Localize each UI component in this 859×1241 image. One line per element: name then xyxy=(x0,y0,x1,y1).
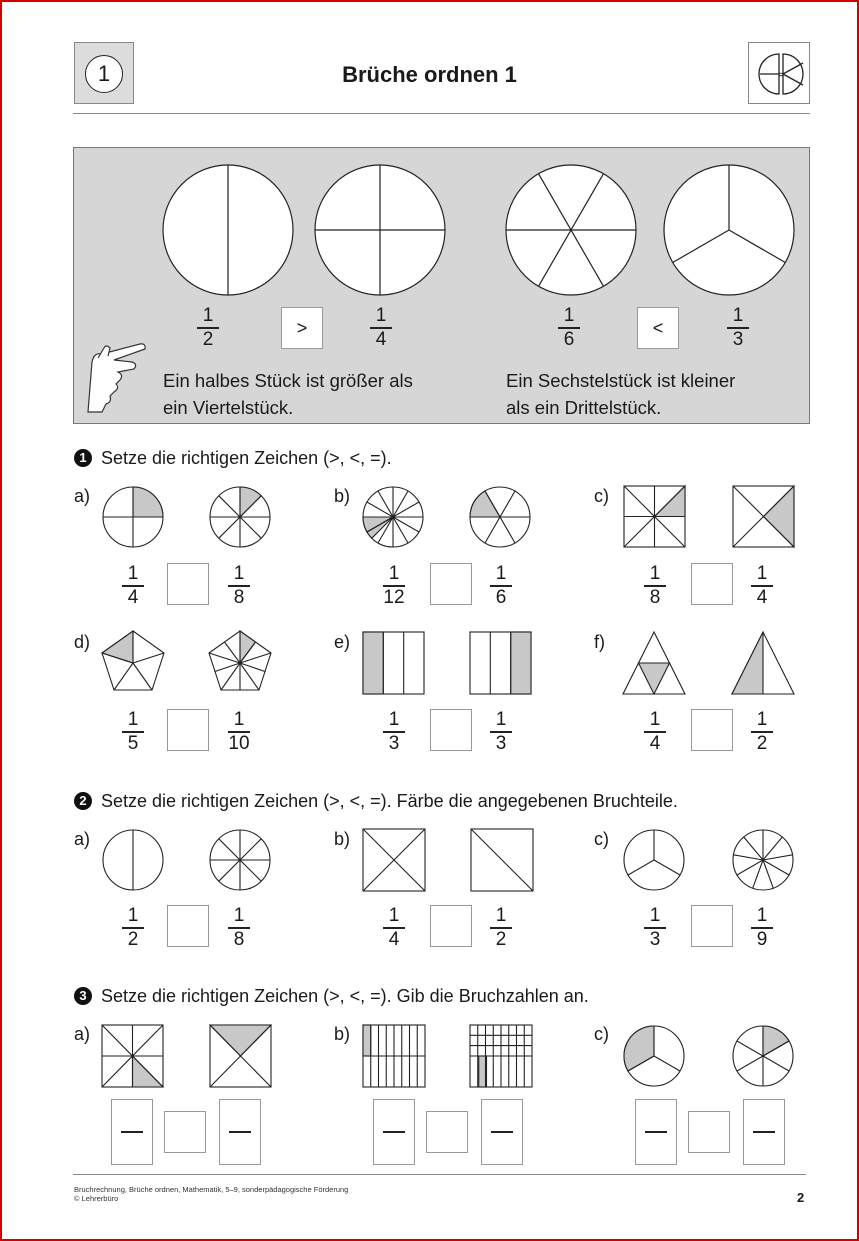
footer-divider xyxy=(73,1174,806,1175)
task1a-answer-box[interactable] xyxy=(167,563,209,605)
shape-1a-left xyxy=(103,487,163,547)
task3b-left-fraction-input[interactable] xyxy=(373,1099,415,1165)
task2c-right-fraction: 1 9 xyxy=(747,905,777,951)
shape-1c-left xyxy=(624,486,685,547)
intro-fraction-2: 1 4 xyxy=(366,305,396,351)
task1-instruction: 1 Setze die richtigen Zeichen (>, <, =). xyxy=(74,448,392,469)
task2-label-c: c) xyxy=(594,829,609,849)
intro-fraction-3: 1 6 xyxy=(554,305,584,351)
task3c-answer-box[interactable] xyxy=(688,1111,730,1153)
shape-3a-left xyxy=(102,1025,163,1087)
task3b-answer-box[interactable] xyxy=(426,1111,468,1153)
task1d-left-fraction: 1 5 xyxy=(118,709,148,755)
task2-instruction: 2 Setze die richtigen Zeichen (>, <, =). Färbe die angegebenen Bruchteile. xyxy=(74,791,678,812)
shape-2a-left xyxy=(103,830,163,890)
page-number: 2 xyxy=(797,1190,805,1205)
shape-3a-right xyxy=(210,1025,271,1087)
task3-label-b: b) xyxy=(334,1024,351,1044)
task1d-answer-box[interactable] xyxy=(167,709,209,751)
task2b-left-fraction: 1 4 xyxy=(379,905,409,951)
task3a-left-fraction-input[interactable] xyxy=(111,1099,153,1165)
shape-2b-left xyxy=(363,829,425,891)
task2c-left-fraction: 1 3 xyxy=(640,905,670,951)
shape-1f-right xyxy=(732,632,794,694)
page-title: Brüche ordnen 1 xyxy=(342,62,517,87)
task1-label-c: c) xyxy=(594,486,609,506)
task3-label-a: a) xyxy=(74,1024,91,1044)
task3c-right-fraction-input[interactable] xyxy=(743,1099,785,1165)
shape-1a-right xyxy=(210,487,270,547)
task1a-left-fraction: 1 4 xyxy=(118,563,148,609)
task3a-right-fraction-input[interactable] xyxy=(219,1099,261,1165)
task1e-left-fraction: 1 3 xyxy=(379,709,409,755)
sheet-number: 1 xyxy=(85,55,123,93)
shape-1f-left xyxy=(623,632,685,694)
task2a-answer-box[interactable] xyxy=(167,905,209,947)
shape-1b-right xyxy=(470,487,530,547)
shape-2c-left xyxy=(624,830,684,890)
task2a-right-fraction: 1 8 xyxy=(224,905,254,951)
task1-label-a: a) xyxy=(74,486,91,506)
shape-3b-right xyxy=(470,1025,532,1087)
task3c-left-fraction-input[interactable] xyxy=(635,1099,677,1165)
task1e-right-fraction: 1 3 xyxy=(486,709,516,755)
shape-1b-left xyxy=(363,487,423,547)
task1f-left-fraction: 1 4 xyxy=(640,709,670,755)
task1f-answer-box[interactable] xyxy=(691,709,733,751)
shape-2c-right xyxy=(733,830,793,890)
task2-label-b: b) xyxy=(334,829,351,849)
task1-label-d: d) xyxy=(74,632,91,652)
shape-3c-left xyxy=(624,1026,684,1086)
task1f-right-fraction: 1 2 xyxy=(747,709,777,755)
footer-text: Bruchrechnung, Brüche ordnen, Mathematik, 5–9, sonderpädagogische Förderung © Lehrerbüro xyxy=(74,1185,349,1203)
task2b-right-fraction: 1 2 xyxy=(486,905,516,951)
intro-text-right: Ein Sechstelstück ist kleiner als ein Drittelstück. xyxy=(506,370,736,418)
shape-1e-right xyxy=(470,632,531,694)
task2-label-a: a) xyxy=(74,829,91,849)
task1b-left-fraction: 1 12 xyxy=(383,563,405,608)
task3-instruction: 3 Setze die richtigen Zeichen (>, <, =). Gib die Bruchzahlen an. xyxy=(74,986,589,1007)
shape-3c-right xyxy=(733,1026,793,1086)
shape-2a-right xyxy=(210,830,270,890)
intro-sign-1: > xyxy=(281,307,323,349)
task3b-right-fraction-input[interactable] xyxy=(481,1099,523,1165)
shape-1d-right xyxy=(209,631,271,690)
intro-text-left: Ein halbes Stück ist größer als ein Viertelstück. xyxy=(163,370,413,418)
intro-fraction-1: 1 2 xyxy=(193,305,223,351)
task2b-answer-box[interactable] xyxy=(430,905,472,947)
task3-label-c: c) xyxy=(594,1024,609,1044)
task1b-right-fraction: 1 6 xyxy=(486,563,516,609)
shape-1c-right xyxy=(733,486,794,547)
shape-1e-left xyxy=(363,632,424,694)
intro-fraction-4: 1 3 xyxy=(723,305,753,351)
task1c-answer-box[interactable] xyxy=(691,563,733,605)
task3a-answer-box[interactable] xyxy=(164,1111,206,1153)
task1-label-b: b) xyxy=(334,486,351,506)
shape-3b-left xyxy=(363,1025,425,1087)
task1b-answer-box[interactable] xyxy=(430,563,472,605)
task1e-answer-box[interactable] xyxy=(430,709,472,751)
task1d-right-fraction: 1 10 xyxy=(228,709,250,754)
task1-label-f: f) xyxy=(594,632,605,652)
task2c-answer-box[interactable] xyxy=(691,905,733,947)
task1c-left-fraction: 1 8 xyxy=(640,563,670,609)
shape-1d-left xyxy=(102,631,164,690)
task1c-right-fraction: 1 4 xyxy=(747,563,777,609)
task1a-right-fraction: 1 8 xyxy=(224,563,254,609)
shape-2b-right xyxy=(471,829,533,891)
intro-sign-2: < xyxy=(637,307,679,349)
task1-label-e: e) xyxy=(334,632,351,652)
svg-text:=: = xyxy=(778,70,784,81)
task2a-left-fraction: 1 2 xyxy=(118,905,148,951)
